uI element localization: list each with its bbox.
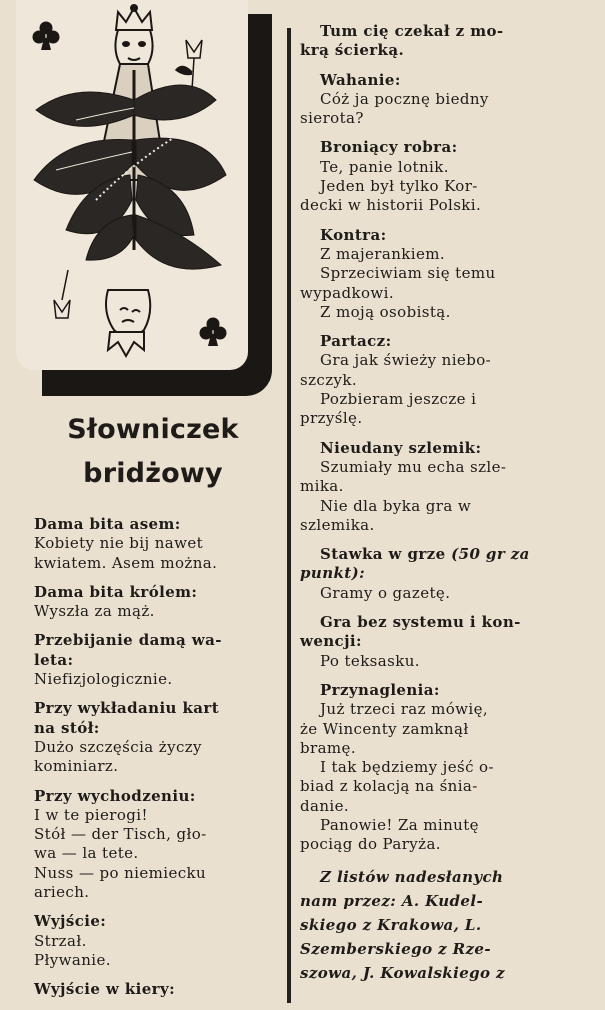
entry-text: I w te pierogi! (34, 805, 148, 824)
dictionary-entry (300, 545, 555, 603)
entry-text: Z majerankiem. (320, 244, 446, 263)
entry-heading: Nieudany szlemik: (320, 438, 482, 457)
queen-of-clubs-card (16, 0, 248, 370)
dictionary-entry (300, 226, 555, 322)
club-icon (33, 22, 60, 51)
entry-text: wa — la tete. (34, 844, 139, 863)
right-column (300, 22, 555, 985)
entry-heading: leta: (34, 650, 74, 669)
entry-heading: Wyjście: (34, 912, 107, 931)
entry-heading: Wahanie: (320, 70, 401, 89)
entry-heading: Przynaglenia: (320, 680, 440, 699)
crown-icon (116, 5, 152, 30)
entry-text: szlemika. (300, 515, 375, 534)
entry-text: wypadkowi. (300, 283, 394, 302)
entry-text: Wyszła za mąż. (34, 602, 155, 621)
club-icon (200, 318, 227, 347)
flower-icon (176, 40, 202, 90)
entry-heading: Gra bez systemu i kon- (320, 613, 521, 632)
crown-icon (108, 332, 144, 356)
entry-text: Po teksasku. (320, 651, 420, 670)
queen-figure-drawing (16, 0, 248, 370)
entry-text: bramę. (300, 738, 356, 757)
entry-text: mika. (300, 477, 344, 496)
entry-text: ariech. (34, 883, 90, 902)
entry-text: Gra jak świeży niebo- (320, 351, 492, 370)
entry-text: szczyk. (300, 370, 358, 389)
dictionary-entry (34, 583, 270, 622)
entry-text: Sprzeciwiam się temu (320, 264, 496, 283)
entry-heading: Przy wychodzeniu: (34, 786, 196, 805)
entry-heading-text: Stawka w grze (320, 545, 446, 564)
dictionary-entry (34, 631, 270, 689)
dictionary-entry (300, 439, 555, 535)
entry-text: Tum cię czekał z mo- (320, 22, 504, 40)
entry-heading: Dama bita asem: (34, 515, 181, 533)
dictionary-entry (34, 699, 270, 776)
entry-text: I tak będziemy jeść o- (320, 758, 494, 777)
entry-text: Kobiety nie bij nawet (34, 534, 204, 553)
entry-text: Nie dla byka gra w (320, 496, 472, 515)
dictionary-entry (34, 912, 270, 970)
entry-text: Stół — der Tisch, gło- (34, 825, 207, 844)
flower-icon (54, 270, 70, 318)
entry-text: Pozbieram jeszcze i (320, 390, 477, 409)
entry-text: Pływanie. (34, 950, 111, 969)
entry-heading: na stół: (34, 718, 100, 737)
dictionary-entry (34, 787, 270, 903)
credits-note (300, 865, 555, 985)
dictionary-entry (300, 613, 555, 671)
page-title (24, 408, 282, 496)
entry-text: kominiarz. (34, 757, 119, 776)
entry-text: Dużo szczęścia życzy (34, 737, 202, 756)
entry-heading: Przebijanie damą wa- (34, 631, 222, 650)
entry-text: Już trzeci raz mówię, (320, 700, 489, 719)
entry-text: danie. (300, 796, 350, 815)
entry-heading: Wyjście w kiery: (34, 980, 176, 999)
playing-card-illustration (8, 0, 270, 400)
dictionary-entry-continued (300, 22, 555, 61)
entry-text: Szumiały mu echa szle- (320, 457, 507, 476)
title-line: bridżowy (83, 458, 223, 489)
credits-line: Z listów nadesłanych (320, 867, 504, 886)
dictionary-entry (300, 71, 555, 129)
entry-heading: Broniący robra: (320, 138, 458, 157)
credits-line: skiego z Krakowa, L. (300, 915, 482, 934)
entry-text: decki w historii Polski. (300, 196, 482, 215)
entry-text: Strzał. (34, 931, 87, 950)
entry-text: że Wincenty zamknął (300, 719, 469, 738)
entry-text: Z moją osobistą. (320, 302, 451, 321)
entry-text: Gramy o gazetę. (320, 583, 451, 602)
entry-text: Jeden był tylko Kor- (320, 177, 478, 196)
dictionary-entry (300, 332, 555, 428)
entry-text: kwiatem. Asem można. (34, 553, 218, 572)
credits-line: Szemberskiego z Rze- (300, 939, 491, 958)
entry-text: Panowie! Za minutę (320, 815, 479, 834)
queen-face (106, 290, 150, 337)
left-column (34, 515, 270, 1010)
entry-text: krą ścierką. (300, 41, 405, 60)
credits-line: szowa, J. Kowalskiego z (300, 963, 505, 982)
entry-text: Te, panie lotnik. (320, 157, 449, 176)
title-line: Słowniczek (67, 414, 239, 445)
entry-text: biad z kolacją na śnia- (300, 777, 478, 796)
entry-text: Nuss — po niemiecku (34, 863, 207, 882)
column-divider (287, 28, 291, 1003)
dictionary-entry (300, 138, 555, 215)
dictionary-entry (34, 515, 270, 573)
entry-heading: Dama bita królem: (34, 582, 198, 601)
dictionary-entry (300, 681, 555, 855)
entry-heading: Kontra: (320, 225, 387, 244)
leaves-pattern (34, 85, 226, 269)
entry-text: Niefizjologicznie. (34, 670, 173, 689)
entry-heading-note: punkt): (300, 564, 366, 583)
entry-text: sierota? (300, 109, 364, 128)
credits-line: nam przez: A. Kudel- (300, 891, 484, 910)
dictionary-entry (34, 980, 270, 999)
entry-text: przyślę. (300, 409, 363, 428)
entry-heading: wencji: (300, 632, 362, 651)
entry-heading: Przy wykładaniu kart (34, 699, 220, 718)
entry-heading-note: (50 gr za (445, 545, 530, 564)
entry-heading (300, 564, 555, 583)
entry-heading: Partacz: (320, 332, 392, 351)
entry-heading (300, 545, 555, 564)
entry-text: pociąg do Paryża. (300, 835, 441, 854)
entry-text: Cóż ja pocznę biedny (320, 89, 489, 108)
